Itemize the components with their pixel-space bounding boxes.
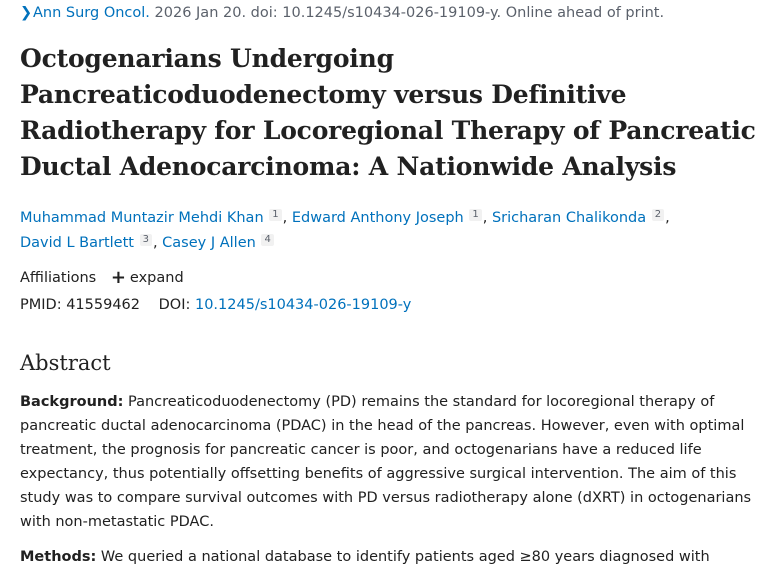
chevron-right-icon[interactable]: ❯ [20, 5, 33, 21]
author-link[interactable]: Sricharan Chalikonda [491, 210, 647, 226]
background-text: Pancreaticoduodenectomy (PD) remains the standard for locoregional therapy of [123, 394, 715, 410]
author-separator: , [482, 210, 488, 226]
author-separator: , [152, 235, 158, 251]
author-separator: , [282, 210, 288, 226]
affiliation-number[interactable]: 1 [469, 209, 481, 221]
affiliation-number[interactable]: 4 [261, 234, 273, 246]
identifiers-row [20, 295, 411, 315]
citation-line [20, 3, 664, 23]
author-link[interactable]: Muhammad Muntazir Mehdi Khan [20, 210, 264, 226]
background-label: Background: [20, 394, 124, 410]
title-line: Octogenarians Undergoing [20, 44, 394, 73]
title-line: Radiotherapy for Locoregional Therapy of Pancreatic [20, 116, 756, 145]
doi-link[interactable]: 10.1245/s10434-026-19109-y [194, 297, 412, 313]
abstract-line: expectancy, thus potentially offsetting benefits of aggressive surgical intervention. The aim of this [20, 466, 737, 482]
pmid-value: 41559462 [66, 297, 141, 313]
abstract-methods [20, 545, 710, 569]
abstract-heading: Abstract [20, 351, 111, 375]
affiliations-row [20, 268, 184, 288]
methods-text: We queried a national database to identify patients aged ≥80 years diagnosed with [96, 549, 710, 565]
title-line: Pancreaticoduodenectomy versus Definitive [20, 80, 627, 109]
doi-block [159, 297, 412, 313]
affiliations-label: Affiliations [20, 270, 97, 286]
plus-icon: + [110, 267, 126, 288]
author-link[interactable]: Casey J Allen [162, 235, 256, 251]
pmid-label: PMID: [20, 297, 62, 313]
abstract-line: with non-metastatic PDAC. [20, 514, 214, 530]
author-list [20, 206, 740, 256]
abstract-line: study was to compare survival outcomes with PD versus radiotherapy alone (dXRT) in octogenarians [20, 490, 752, 506]
affiliation-number[interactable]: 1 [269, 209, 281, 221]
author-link[interactable]: Edward Anthony Joseph [291, 210, 464, 226]
expand-affiliations-button[interactable] [110, 267, 184, 288]
author-line [20, 231, 740, 256]
abstract-background [20, 390, 752, 534]
methods-label: Methods: [20, 549, 97, 565]
article-title [20, 41, 756, 185]
abstract-line: treatment, the prognosis for pancreatic cancer is poor, and octogenarians have a reduced life [20, 442, 702, 458]
doi-label: DOI: [158, 297, 191, 313]
abstract-line: pancreatic ductal adenocarcinoma (PDAC) in the head of the pancreas. However, even with optimal [20, 418, 745, 434]
author-line [20, 206, 740, 231]
author-link[interactable]: David L Bartlett [20, 235, 134, 251]
author-separator: , [665, 210, 670, 226]
journal-link[interactable]: Ann Surg Oncol. [33, 5, 150, 21]
affiliation-number[interactable]: 2 [652, 209, 664, 221]
expand-label: expand [129, 270, 184, 286]
citation-details: 2026 Jan 20. doi: 10.1245/s10434-026-19109-y. Online ahead of print. [149, 5, 665, 21]
affiliation-number[interactable]: 3 [140, 234, 152, 246]
title-line: Ductal Adenocarcinoma: A Nationwide Analysis [20, 152, 677, 181]
abstract-line [20, 390, 740, 414]
